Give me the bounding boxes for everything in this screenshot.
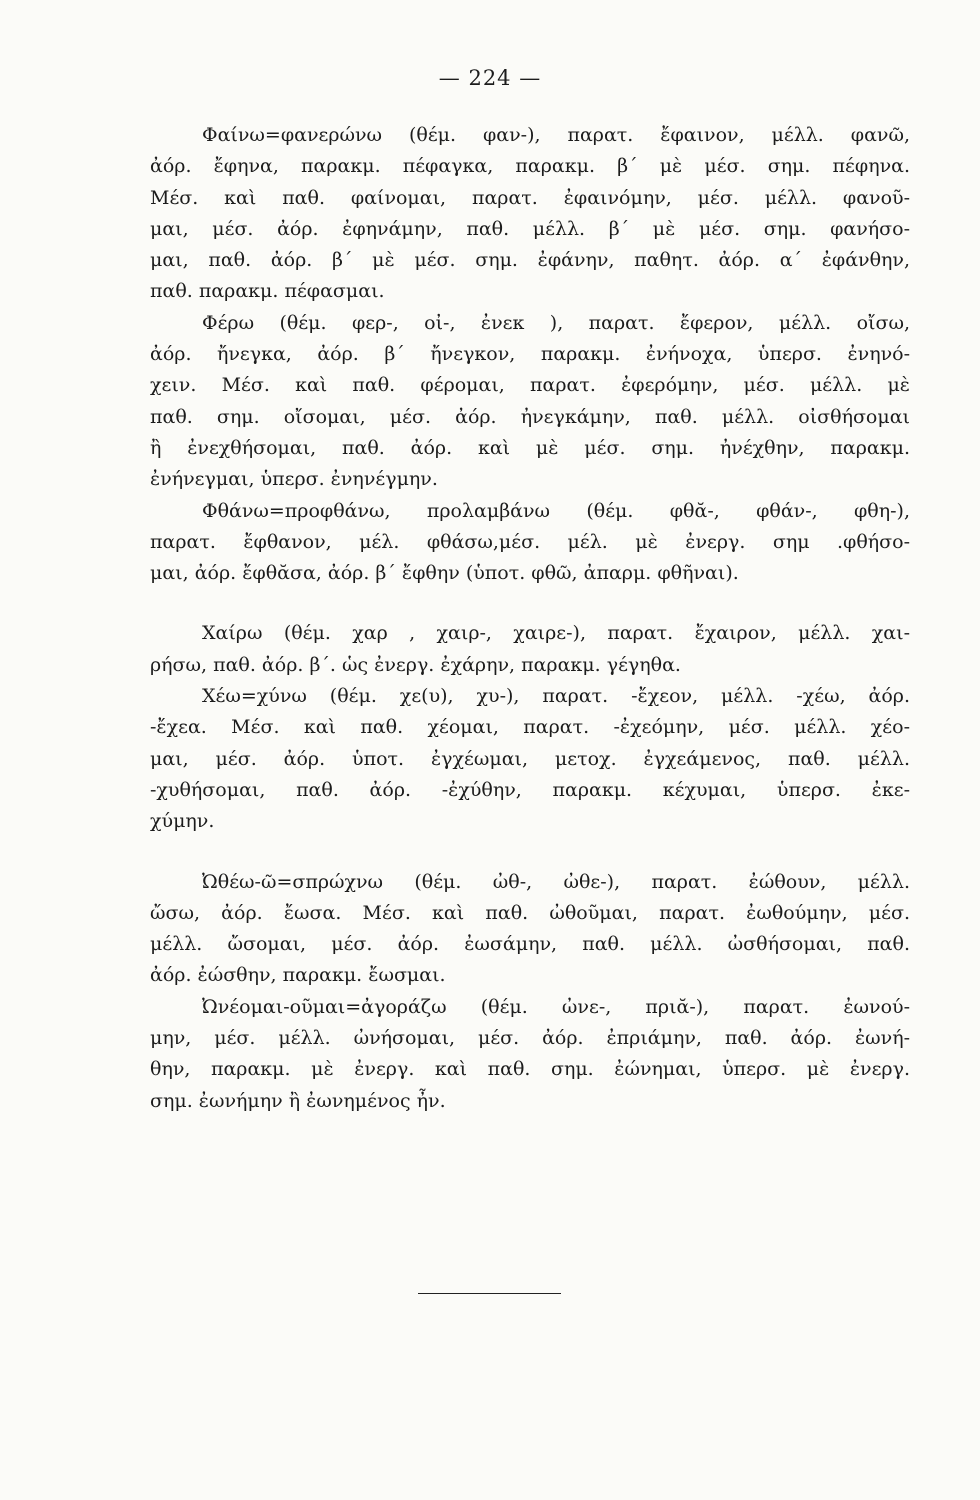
verb-entry xyxy=(150,992,910,1117)
text-line: ἐνήνεγμαι, ὑπερσ. ἐνηνέγμην. xyxy=(150,468,438,491)
text-line: χύμην. xyxy=(150,810,215,833)
text-line: θην, παρακμ. μὲ ἐνεργ. καὶ παθ. σημ. ἐώνημαι, ὑπερσ. μὲ ἐνεργ. xyxy=(150,1058,910,1081)
text-line: μέλλ. ὤσομαι, μέσ. ἀόρ. ἐωσάμην, παθ. μέλλ. ὠσθήσομαι, παθ. xyxy=(150,933,910,956)
text-line: ὤσω, ἀόρ. ἔωσα. Μέσ. καὶ παθ. ὠθοῦμαι, παρατ. ἐωθούμην, μέσ. xyxy=(150,901,910,924)
text-line: Χαίρω (θέμ. χαρ , χαιρ-, χαιρε-), παρατ. ἔχαιρον, μέλλ. χαι- xyxy=(202,622,910,645)
text-line: παρατ. ἔφθανον, μέλ. φθάσω,μέσ. μέλ. μὲ ἐνεργ. σημ .φθήσο- xyxy=(150,530,910,553)
end-rule xyxy=(418,1293,561,1294)
text-line: Φέρω (θέμ. φερ-, οἰ-, ἐνεκ ), παρατ. ἔφερον, μέλλ. οἴσω, xyxy=(202,311,910,334)
text-line: χειν. Μέσ. καὶ παθ. φέρομαι, παρατ. ἐφερόμην, μέσ. μέλλ. μὲ xyxy=(150,374,910,397)
text-line: ἀόρ. ἔφηνα, παρακμ. πέφαγκα, παρακμ. β΄ μὲ μέσ. σημ. πέφηνα. xyxy=(150,155,910,178)
text-line: Ὠνέομαι-οῦμαι=ἀγοράζω (θέμ. ὠνε-, πριᾰ-), παρατ. ἐωνού- xyxy=(202,995,910,1018)
text-line: -χυθήσομαι, παθ. ἀόρ. -ἐχύθην, παρακμ. κέχυμαι, ὑπερσ. ἐκε- xyxy=(150,778,910,801)
text-line: ἀόρ. ἤνεγκα, ἀόρ. β΄ ἤνεγκον, παρακμ. ἐνήνοχα, ὑπερσ. ἐνηνό- xyxy=(150,343,910,366)
page-body xyxy=(150,120,910,1117)
text-line: παθ. παρακμ. πέφασμαι. xyxy=(150,280,385,303)
text-line: -ἔχεα. Μέσ. καὶ παθ. χέομαι, παρατ. -ἐχεόμην, μέσ. μέλλ. χέο- xyxy=(150,716,910,739)
text-line: μην, μέσ. μέλλ. ὠνήσομαι, μέσ. ἀόρ. ἐπριάμην, παθ. ἀόρ. ἐωνή- xyxy=(150,1027,910,1050)
text-line: σημ. ἐωνήμην ἢ ἐωνημένος ἦν. xyxy=(150,1089,446,1112)
text-line: ρήσω, παθ. ἀόρ. β΄. ὡς ἐνεργ. ἐχάρην, παρακμ. γέγηθα. xyxy=(150,653,681,676)
text-line: Χέω=χύνω (θέμ. χε(υ), χυ-), παρατ. -ἔχεον, μέλλ. -χέω, ἀόρ. xyxy=(202,685,910,708)
verb-entry xyxy=(150,496,910,590)
text-line: μαι, ἀόρ. ἔφθᾰσα, ἀόρ. β΄ ἔφθην (ὑποτ. φθῶ, ἀπαρμ. φθῆναι). xyxy=(150,562,739,585)
text-line: παθ. σημ. οἴσομαι, μέσ. ἀόρ. ἠνεγκάμην, παθ. μέλλ. οἰσθήσομαι xyxy=(150,405,910,428)
text-line: Φθάνω=προφθάνω, προλαμβάνω (θέμ. φθᾰ-, φθάν-, φθη-), xyxy=(202,499,910,522)
text-line: ἢ ἐνεχθήσομαι, παθ. ἀόρ. καὶ μὲ μέσ. σημ. ἠνέχθην, παρακμ. xyxy=(150,436,910,459)
verb-entry xyxy=(150,681,910,837)
verb-entry xyxy=(150,120,910,308)
text-line: Μέσ. καὶ παθ. φαίνομαι, παρατ. ἐφαινόμην, μέσ. μέλλ. φανοῦ- xyxy=(150,186,910,209)
verb-entry xyxy=(150,618,910,681)
text-line: μαι, μέσ. ἀόρ. ὑποτ. ἐγχέωμαι, μετοχ. ἐγχεάμενος, παθ. μέλλ. xyxy=(150,747,910,770)
text-line: ἀόρ. ἐώσθην, παρακμ. ἔωσμαι. xyxy=(150,964,446,987)
text-line: Φαίνω=φανερώνω (θέμ. φαν-), παρατ. ἔφαινον, μέλλ. φανῶ, xyxy=(202,124,910,146)
verb-entry xyxy=(150,867,910,992)
text-line: μαι, παθ. ἀόρ. β΄ μὲ μέσ. σημ. ἐφάνην, παθητ. ἀόρ. α΄ ἐφάνθην, xyxy=(150,249,910,272)
text-line: μαι, μέσ. ἀόρ. ἐφηνάμην, παθ. μέλλ. β΄ μὲ μέσ. σημ. φανήσο- xyxy=(150,217,910,240)
text-line: Ὠθέω-ῶ=σπρώχνω (θέμ. ὠθ-, ὠθε-), παρατ. ἐώθουν, μέλλ. xyxy=(202,870,910,893)
page-number: — 224 — xyxy=(438,66,542,90)
verb-entry xyxy=(150,308,910,496)
